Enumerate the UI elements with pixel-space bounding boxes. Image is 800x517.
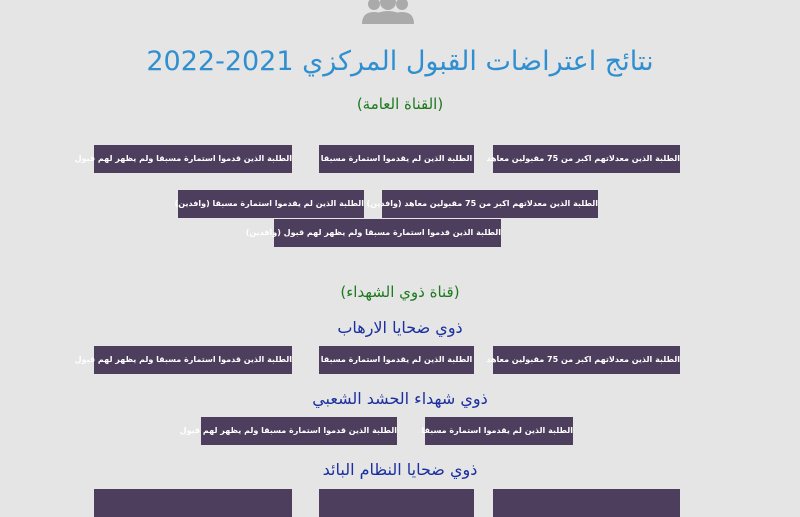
general-btn-above-75[interactable]: الطلبة الذين معدلاتهم اكبر من 75 مقبولين معاهد [493, 145, 680, 173]
page-title: نتائج اعتراضات القبول المركزي 2021-2022 [146, 46, 654, 77]
general-btn-not-applied-expat[interactable]: الطلبة الذين لم يقدموا استمارة مسبقا (وافدين) [178, 190, 364, 218]
general-btn-no-acceptance-expat[interactable]: الطلبة الذين قدموا استمارة مسبقا ولم يظهر لهم قبول (وافدين) [274, 219, 501, 247]
terror-btn-not-applied[interactable]: الطلبة الذين لم يقدموا استمارة مسبقا [319, 346, 474, 374]
regime-btn-3[interactable] [94, 489, 292, 517]
pmf-martyrs-title: ذوي شهداء الحشد الشعبي [312, 389, 488, 408]
former-regime-victims-title: ذوي ضحايا النظام البائد [322, 460, 478, 479]
general-btn-no-acceptance[interactable]: الطلبة الذين قدموا استمارة مسبقا ولم يظهر لهم قبول [94, 145, 292, 173]
pmf-btn-not-applied[interactable]: الطلبة الذين لم يقدموا استمارة مسبقا [425, 417, 573, 445]
regime-btn-2[interactable] [319, 489, 474, 517]
terror-btn-above-75[interactable]: الطلبة الذين معدلاتهم اكبر من 75 مقبولين معاهد [493, 346, 680, 374]
pmf-btn-no-acceptance[interactable]: الطلبة الذين قدموا استمارة مسبقا ولم يظهر لهم قبول [201, 417, 397, 445]
general-channel-label: (القناة العامة) [356, 95, 444, 113]
general-btn-above-75-expat[interactable]: الطلبة الذين معدلاتهم اكبر من 75 مقبولين معاهد (وافدين) [382, 190, 598, 218]
martyrs-channel-label: (قناة ذوي الشهداء) [340, 283, 460, 301]
terror-btn-no-acceptance[interactable]: الطلبة الذين قدموا استمارة مسبقا ولم يظهر لهم قبول [94, 346, 292, 374]
terror-victims-title: ذوي ضحايا الارهاب [337, 318, 463, 337]
regime-btn-1[interactable] [493, 489, 680, 517]
general-btn-not-applied[interactable]: الطلبة الذين لم يقدموا استمارة مسبقا [319, 145, 474, 173]
users-icon [360, 0, 416, 24]
